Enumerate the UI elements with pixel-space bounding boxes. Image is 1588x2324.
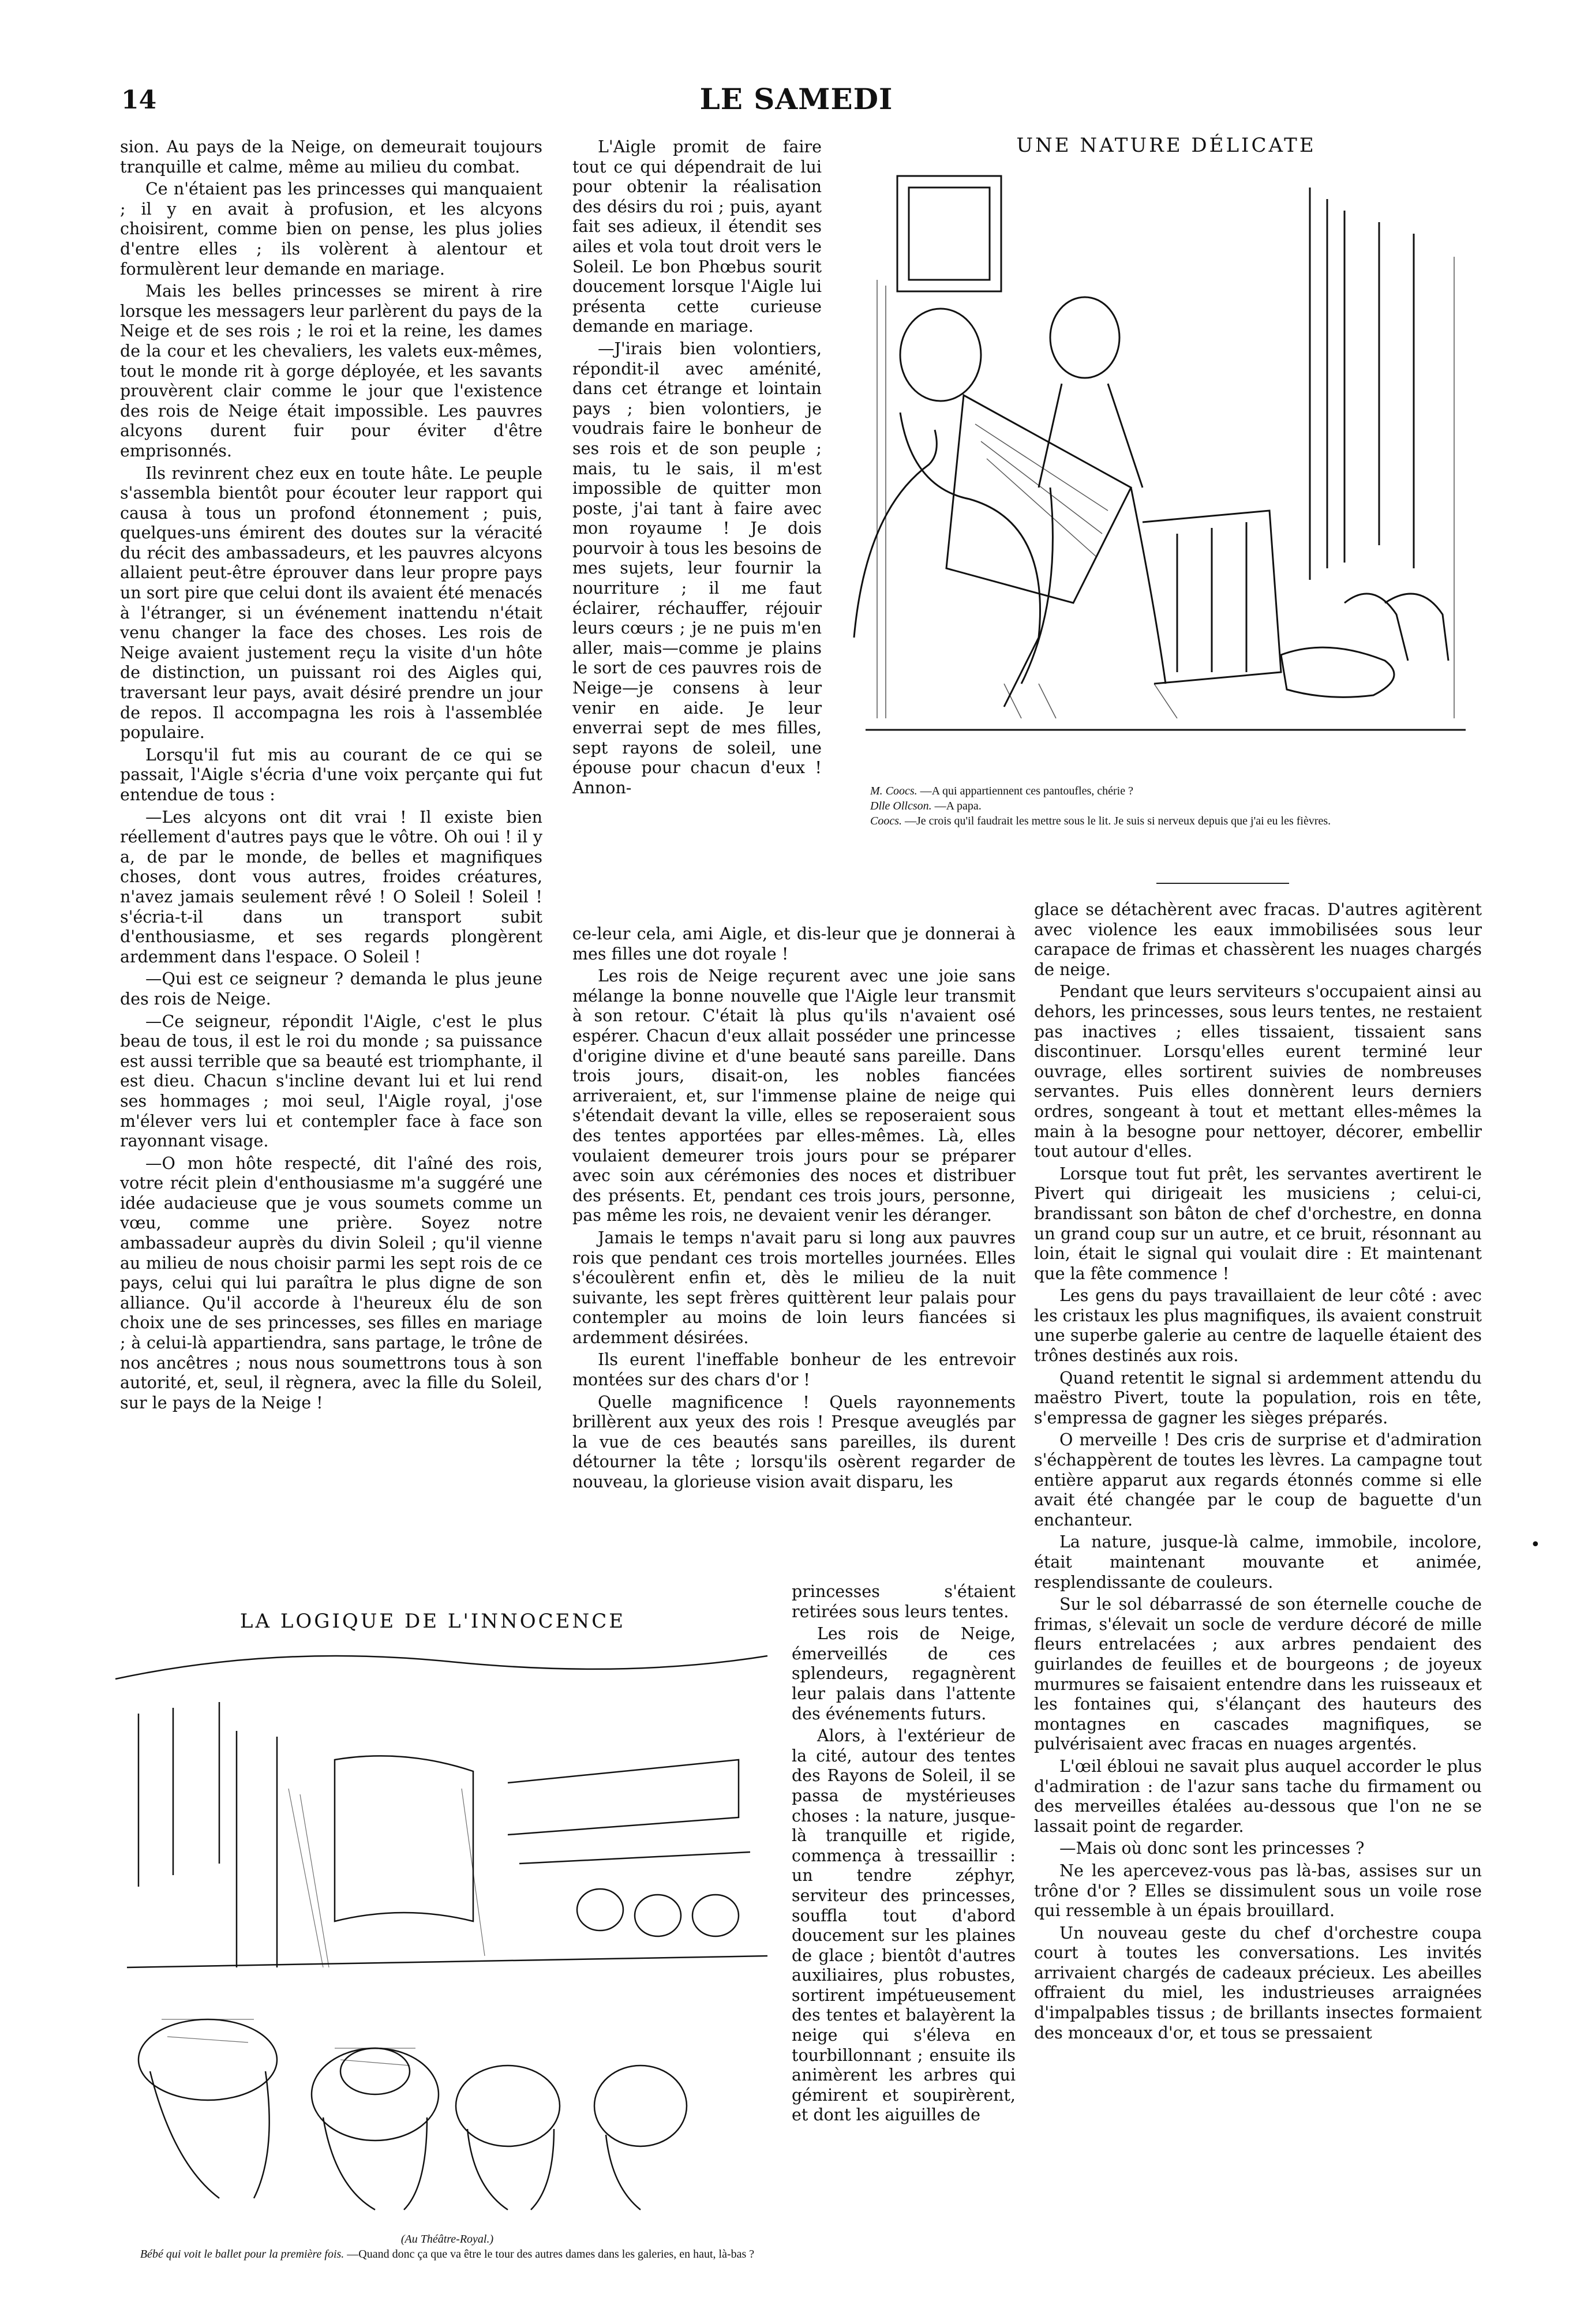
paragraph: ce-leur cela, ami Aigle, et dis-leur que je donnerai à mes filles une dot royale ! bbox=[572, 924, 1016, 964]
paragraph: Ils revinrent chez eux en toute hâte. Le peuple s'assembla bientôt pour écouter leur rapport qui causa à tous un profond étonnement ; puis, quelques-uns émirent des doutes sur la véracité du récit des ambassadeurs, et les pauvres alcyons allaient peut-être éprouver dans leur propre pays un sort pire que celui dont ils avaient été menacés à l'étranger, si un événement inattendu n'était venu changer la face des choses. Les rois de Neige avaient justement reçu la visite d'un hôte de distinction, un puissant roi des Aigles qui, traversant leur pays, avait désiré prendre un jour de repos. Il accompagna les rois à l'assemblée populaire. bbox=[120, 463, 542, 743]
paragraph: Pendant que leurs serviteurs s'occupaient ainsi au dehors, les princesses, sous leurs tentes, ne restaient pas inactives ; elles tissaient, tissaient sans discontinuer. Lorsqu'elles eurent terminé leur ouvrage, elles sortirent suivies de nombreuses servantes. Puis elles donnèrent leurs derniers ordres, songeant à tout et mettant elles-mêmes la main à la besogne pour nettoyer, décorer, embellir tout autour d'elles. bbox=[1034, 982, 1482, 1161]
column-3 bbox=[1034, 900, 1482, 2045]
paragraph: —Ce seigneur, répondit l'Aigle, c'est le plus beau de tous, il est le roi du monde ; sa puissance est aussi terrible que sa beauté est triomphante, il est dieu. Chacun s'incline devant lui et lui rend ses hommages ; moi seul, l'Aigle royal, j'ose m'élever vers lui et contempler face à face son rayonnant visage. bbox=[120, 1011, 542, 1151]
column-1 bbox=[120, 137, 542, 1415]
paragraph: —Qui est ce seigneur ? demanda le plus jeune des rois de Neige. bbox=[120, 969, 542, 1009]
caption-text: —A qui appartiennent ces pantoufles, chérie ? bbox=[920, 785, 1133, 797]
column-2-upper bbox=[572, 137, 822, 801]
paragraph: Les rois de Neige reçurent avec une joie sans mélange la bonne nouvelle que l'Aigle leur transmit à son retour. C'était là plus qu'ils n'avaient osé espérer. Chacun d'eux allait posséder une princesse d'origine divine et d'une beauté sans pareille. Dans trois jours, disait-on, les nobles fiancées arriveraient, et, sur l'immense plaine de neige qui s'étendait devant la ville, elles se reposeraient sous des tentes apportées par elles-mêmes. Là, elles voulaient demeurer trois jours pour se préparer avec soin aux cérémonies des noces et distribuer des présents. Et, pendant ces trois jours, personne, pas même les rois, ne devaient venir les déranger. bbox=[572, 966, 1016, 1225]
caption-line bbox=[870, 784, 1482, 799]
illustration-logique-innocence bbox=[104, 1644, 779, 2221]
column-2-narrow bbox=[792, 1582, 1016, 2128]
paragraph: —Les alcyons ont dit vrai ! Il existe bien réellement d'autres pays que le vôtre. Oh oui ! il y a, de par le monde, de belles et magnifiques choses, dont vous autres, froides créatures, n'avez jamais seulement rêvé ! O Soleil ! Soleil ! s'écria-t-il dans un transport subit d'enthousiasme, et ses regards plongèrent ardemment dans l'espace. O Soleil ! bbox=[120, 807, 542, 966]
section-divider bbox=[1156, 883, 1289, 884]
caption-speaker: Coocs. bbox=[870, 815, 902, 827]
paragraph: Lorsque tout fut prêt, les servantes avertirent le Pivert qui dirigeait les musiciens ; celui-ci, brandissant son bâton de chef d'orchestre, en donna un grand coup sur un autre, et ce bruit, résonnant au loin, était le signal qui voulait dire : Et maintenant que la fête commence ! bbox=[1034, 1164, 1482, 1283]
paragraph: Un nouveau geste du chef d'orchestre coupa court à toutes les conversations. Les invités arrivaient chargés de cadeaux précieux. Les abeilles offraient du miel, les industrieuses arraignées d'impalpables tissus ; de brillants insectes formaient des monceaux d'or, et tous se pressaient bbox=[1034, 1923, 1482, 2042]
paragraph: Les gens du pays travaillaient de leur côté : avec les cristaux les plus magnifiques, ils avaient construit une superbe galerie au centre de laquelle étaient des trônes destinés aux rois. bbox=[1034, 1286, 1482, 1366]
page-number: 14 bbox=[121, 85, 157, 115]
column-2-lower bbox=[572, 924, 1016, 1495]
engraving-theatre bbox=[104, 1644, 779, 2221]
caption-line bbox=[870, 799, 1482, 814]
paragraph: Ce n'étaient pas les princesses qui manquaient ; il y en avait à profusion, et les alcyons choisirent, comme bien on pense, les plus jolies d'entre elles ; ils volèrent à alentour et formulèrent leur demande en mariage. bbox=[120, 179, 542, 279]
paragraph: Alors, à l'extérieur de la cité, autour des tentes des Rayons de Soleil, il se passa de mystérieuses choses : la nature, jusque-là tranquille et rigide, commença à tressaillir : un tendre zéphyr, serviteur des princesses, souffla tout d'abord doucement sur les plaines de glace ; bientôt d'autres auxiliaires, plus robustes, sortirent impétueusement des tentes et balayèrent la neige qui s'éleva en tourbillonnant ; ensuite ils animèrent les arbres qui gémirent et soupirèrent, et dont les aiguilles de bbox=[792, 1726, 1016, 2125]
paragraph: Mais les belles princesses se mirent à rire lorsque les messagers leur parlèrent du pays de la Neige et de ses rois ; le roi et la reine, les dames de la cour et les chevaliers, les valets eux-mêmes, tout le monde rit à gorge déployée, et les savants prouvèrent clair comme le jour que l'existence des rois de Neige était impossible. Les pauvres alcyons durent fuir pour éviter d'être emprisonnés. bbox=[120, 282, 542, 460]
paragraph: Ils eurent l'ineffable bonheur de les entrevoir montées sur des chars d'or ! bbox=[572, 1350, 1016, 1390]
caption-line bbox=[870, 814, 1482, 829]
illustration-nature-delicate bbox=[831, 164, 1486, 759]
paragraph: —O mon hôte respecté, dit l'aîné des rois, votre récit plein d'enthousiasme m'a suggéré une idée audacieuse que je vous soumets comme un vœu, comme une prière. Soyez notre ambassadeur auprès du divin Soleil ; qu'il vienne au milieu de nous choisir parmi les sept rois de ce pays, celui qui lui paraîtra le plus digne de son alliance. Qu'il accorde à l'heureux élu de son choix une de ses princesses, ses filles en mariage ; à celui-là appartiendra, sans partage, le trône de nos ancêtres ; nous nous soumettrons tous à son autorité, et, seul, il règnera, avec la fille du Soleil, sur le pays de la Neige ! bbox=[120, 1153, 542, 1412]
illustration-title-1: UNE NATURE DÉLICATE bbox=[1016, 134, 1316, 157]
caption-text: —A papa. bbox=[934, 800, 982, 812]
paragraph: L'œil ébloui ne savait plus auquel accorder le plus d'admiration : de l'azur sans tache du firmament ou des merveilles étalées au-dessous que l'on ne se lassait point de regarder. bbox=[1034, 1756, 1482, 1836]
caption-italic: Bébé qui voit le ballet pour la première fois. bbox=[140, 2248, 344, 2261]
caption-place: (Au Théâtre-Royal.) bbox=[400, 2233, 494, 2246]
paragraph: Jamais le temps n'avait paru si long aux pauvres rois que pendant ces trois mortelles journées. Elles s'écoulèrent enfin et, dès le milieu de la nuit suivante, les sept frères quittèrent leur palais pour contempler au moins de loin leurs fiancées si ardemment désirées. bbox=[572, 1228, 1016, 1347]
illustration-title-2: LA LOGIQUE DE L'INNOCENCE bbox=[239, 1610, 626, 1633]
illustration-caption-2 bbox=[115, 2232, 779, 2262]
paragraph: Lorsqu'il fut mis au courant de ce qui se passait, l'Aigle s'écria d'une voix perçante qui fut entendue de tous : bbox=[120, 745, 542, 804]
paragraph: Les rois de Neige, émerveillés de ces splendeurs, regagnèrent leur palais dans l'attente des événements futurs. bbox=[792, 1624, 1016, 1723]
bullet-icon: • bbox=[1530, 1535, 1541, 1555]
caption-text: —Je crois qu'il faudrait les mettre sous le lit. Je suis si nerveux depuis que j'ai eu les fièvres. bbox=[905, 815, 1331, 827]
paragraph: O merveille ! Des cris de surprise et d'admiration s'échappèrent de toutes les lèvres. La campagne tout entière apparut aux regards étonnés comme si elle avait été changée par le coup de baguette d'un enchanteur. bbox=[1034, 1430, 1482, 1530]
paragraph: Quelle magnificence ! Quels rayonnements brillèrent aux yeux des rois ! Presque aveuglés par la vue de ces beautés sans pareilles, ils durent détourner la tête ; lorsqu'ils osèrent regarder de nouveau, la glorieuse vision avait disparu, les bbox=[572, 1392, 1016, 1492]
engraving-figure bbox=[831, 164, 1486, 759]
paragraph: Sur le sol débarrassé de son éternelle couche de frimas, s'élevait un socle de verdure décoré de mille fleurs entrelacées ; aux arbres pendaient des guirlandes de feuilles et de bourgeons ; de joyeux murmures se faisaient entendre dans les ruisseaux et les fontaines qui, s'élançant des hauteurs des montagnes en cascades magnifiques, se pulvérisaient avec fracas en nuages argentés. bbox=[1034, 1595, 1482, 1754]
paragraph: —Mais où donc sont les princesses ? bbox=[1059, 1839, 1365, 1858]
caption-speaker: Dlle Ollcson. bbox=[870, 800, 932, 812]
caption-line bbox=[115, 2247, 779, 2262]
paragraph: L'Aigle promit de faire tout ce qui dépendrait de lui pour obtenir la réalisation des désirs du roi ; puis, ayant fait ses adieux, il étendit ses ailes et vola tout droit vers le Soleil. Le bon Phœbus sourit doucement lorsque l'Aigle lui présenta cette curieuse demande en mariage. bbox=[572, 137, 822, 336]
paragraph: —J'irais bien volontiers, répondit-il avec aménité, dans cet étrange et lointain pays ; bien volontiers, je voudrais faire le bonheur de ses rois et de son peuple ; mais, tu le sais, il m'est impossible de quitter mon poste, j'ai tant à faire avec mon royaume ! Je dois pourvoir à tous les besoins de mes sujets, leur fournir la nourriture ; il me faut éclairer, réchauffer, réjouir leurs cœurs ; je ne puis m'en aller, mais—comme je plains le sort de ces pauvres rois de Neige—je consens à leur venir en aide. Je leur enverrai sept de mes filles, sept rayons de soleil, une épouse pour chacun d'eux ! Annon- bbox=[572, 339, 822, 797]
illustration-caption-1 bbox=[870, 784, 1482, 829]
paragraph: Quand retentit le signal si ardemment attendu du maëstro Pivert, toute la population, rois en tête, s'empressa de gagner les sièges préparés. bbox=[1034, 1368, 1482, 1427]
paragraph: glace se détachèrent avec fracas. D'autres agitèrent avec violence les eaux immobilisées sous leur carapace de frimas et chassèrent les nuages chargés de neige. bbox=[1034, 900, 1482, 979]
caption-text: —Quand donc ça que va être le tour des autres dames dans les galeries, en haut, là-bas ? bbox=[347, 2248, 755, 2261]
masthead: LE SAMEDI bbox=[699, 82, 893, 116]
caption-speaker: M. Coocs. bbox=[870, 785, 917, 797]
paragraph: Ne les apercevez-vous pas là-bas, assises sur un trône d'or ? Elles se dissimulent sous un voile rose qui ressemble à un épais brouillard. bbox=[1034, 1861, 1482, 1921]
paragraph: princesses s'étaient retirées sous leurs tentes. bbox=[792, 1582, 1016, 1621]
paragraph: La nature, jusque-là calme, immobile, incolore, était maintenant mouvante et animée, resplendissante de couleurs. bbox=[1034, 1532, 1482, 1592]
paragraph: sion. Au pays de la Neige, on demeurait toujours tranquille et calme, même au milieu du combat. bbox=[120, 137, 542, 177]
